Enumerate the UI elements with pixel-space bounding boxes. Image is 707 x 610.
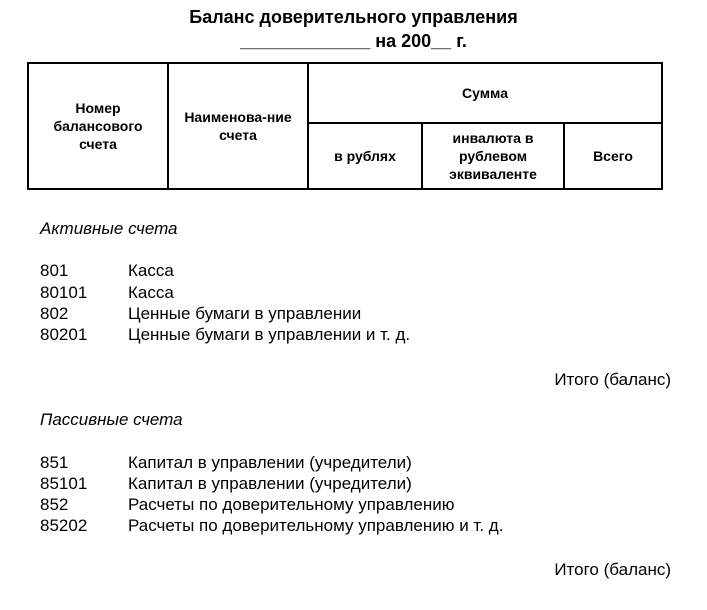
page-title: Баланс доверительного управления	[189, 7, 518, 27]
header-sum: Сумма	[308, 63, 662, 123]
account-name: Расчеты по доверительному управлению	[128, 495, 455, 514]
account-code: 80201	[40, 325, 88, 344]
header-currency: инвалюта в рублевом эквиваленте	[422, 123, 564, 189]
account-name: Расчеты по доверительному управлению и т. д.	[128, 516, 504, 535]
account-name: Капитал в управлении (учредители)	[128, 453, 412, 472]
account-name: Касса	[128, 261, 174, 280]
header-rub: в рублях	[308, 123, 422, 189]
account-code: 802	[40, 304, 69, 323]
account-code: 852	[40, 495, 69, 514]
account-name: Ценные бумаги в управлении	[128, 304, 362, 323]
active-accounts-heading: Активные счета	[40, 219, 178, 238]
page-subtitle: _____________ на 200__ г.	[240, 31, 467, 51]
active-total: Итого (баланс)	[554, 370, 671, 389]
account-code: 851	[40, 453, 69, 472]
account-code: 80101	[40, 283, 88, 302]
account-code: 801	[40, 261, 69, 280]
passive-accounts-heading: Пассивные счета	[40, 410, 183, 429]
header-total: Всего	[564, 123, 662, 189]
account-name: Касса	[128, 283, 174, 302]
header-account-number: Номер балансового счета	[28, 63, 168, 189]
account-code: 85101	[40, 474, 88, 493]
passive-total: Итого (баланс)	[554, 560, 671, 579]
account-name: Капитал в управлении (учредители)	[128, 474, 412, 493]
header-account-name: Наименова-ние счета	[168, 63, 308, 189]
account-name: Ценные бумаги в управлении и т. д.	[128, 325, 411, 344]
account-code: 85202	[40, 516, 88, 535]
balance-header-table	[27, 62, 663, 190]
